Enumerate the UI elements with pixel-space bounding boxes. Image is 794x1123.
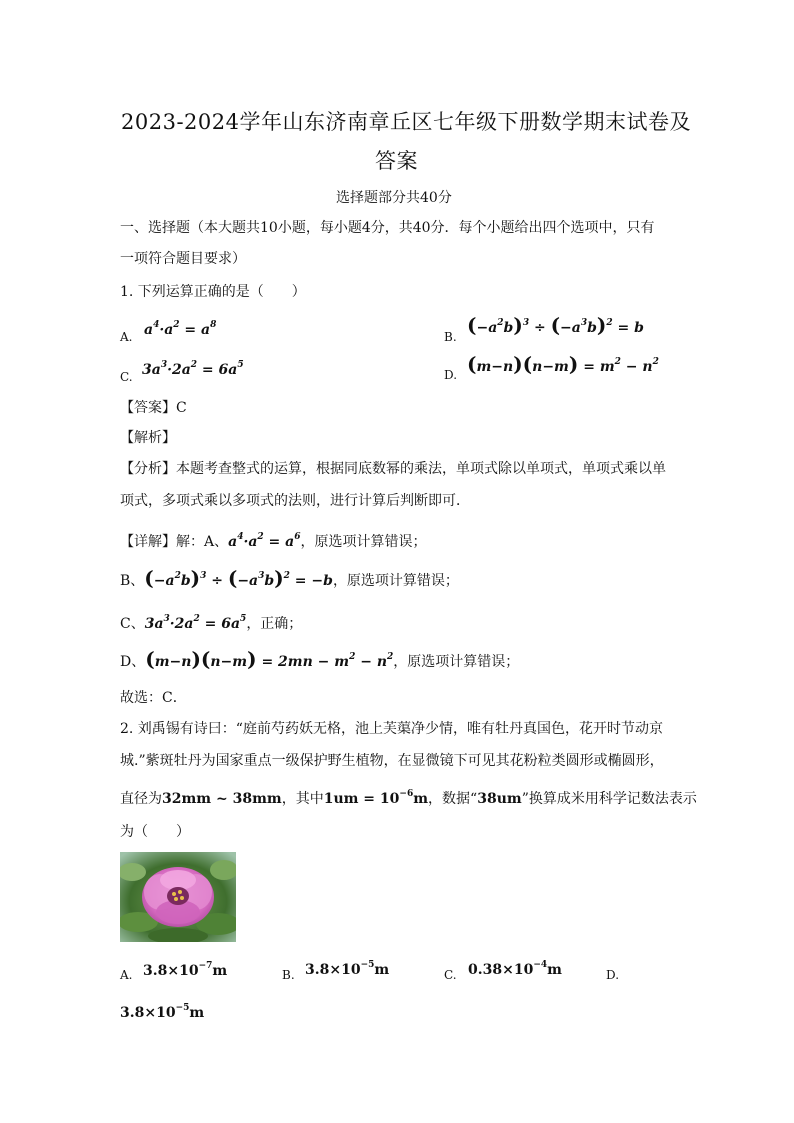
detail-c: C、$3a^3\cdot 2a^2 = 6a^5$，正确； xyxy=(120,614,303,632)
peony-photo xyxy=(120,852,236,942)
option-a-label: A. xyxy=(120,330,133,344)
q2-option-c-value: $0.38\times 10^{-4}m$ xyxy=(468,960,562,978)
q2-option-d-value: $3.8\times 10^{-5}m$ xyxy=(120,1003,205,1021)
question-2-stem-line2: 城.”紫斑牡丹为国家重点一级保护野生植物，在显微镜下可见其花粉粒类圆形或椭圆形， xyxy=(120,753,664,769)
part-instruction: 一、选择题（本大题共10小题，每小题4分，共40分．每个小题给出四个选项中，只有 xyxy=(120,220,655,236)
question-1-stem: 1. 下列运算正确的是（ ） xyxy=(120,284,306,300)
q2-option-a-label: A. xyxy=(120,968,133,982)
option-c-label: C. xyxy=(120,370,133,384)
question-2-stem-line4: 为（ ） xyxy=(120,824,190,840)
peony-illustration xyxy=(120,852,236,942)
q2-option-a-value: $3.8\times 10^{-7}m$ xyxy=(143,961,228,979)
detail-d: D、$(m-n)(n-m) = 2mn - m^2 - n^2$，原选项计算错误； xyxy=(120,647,520,671)
q2-option-b-value: $3.8\times 10^{-5}m$ xyxy=(305,960,390,978)
option-d-label: D. xyxy=(444,368,458,382)
section-heading: 选择题部分共40分 xyxy=(336,190,452,206)
fenxi-text: 【分析】本题考查整式的运算，根据同底数幂的乘法，单项式除以单项式，单项式乘以单 xyxy=(120,461,666,477)
option-b-expression: $(-a^2b)^3 \div (-a^3b)^2 = b$ xyxy=(467,313,644,337)
detail-b: B、$(-a^2b)^3 \div (-a^3b)^2 = -b$，原选项计算错误； xyxy=(120,566,459,590)
q2-option-c-label: C. xyxy=(444,968,457,982)
document-title: 2023-2024学年山东济南章丘区七年级下册数学期末试卷及 xyxy=(121,110,691,134)
answer-line: 【答案】C xyxy=(120,400,187,416)
option-a-expression: $a^4\cdot a^2 = a^8$ xyxy=(144,320,217,338)
option-d-expression: $(m-n)(n-m) = m^2 - n^2$ xyxy=(467,352,659,376)
document-title-continued: 答案 xyxy=(375,149,418,173)
part-instruction-continued: 一项符合题目要求） xyxy=(120,251,246,267)
analysis-heading: 【解析】 xyxy=(120,430,176,446)
question-2-stem: 2. 刘禹锡有诗曰：“庭前芍药妖无格，池上芙蕖净少情，唯有牡丹真国色，花开时节动京 xyxy=(120,721,663,737)
question-2-stem-line3: 直径为32mm ~ 38mm，其中$1um = 10^{-6}m$，数据“38um”换算成米用科学记数法表示 xyxy=(120,789,697,807)
q2-option-d-label: D. xyxy=(606,968,620,982)
fenxi-text-continued: 项式，多项式乘以多项式的法则，进行计算后判断即可． xyxy=(120,493,470,509)
q2-option-b-label: B. xyxy=(282,968,295,982)
option-c-expression: $3a^3\cdot 2a^2 = 6a^5$ xyxy=(142,360,244,378)
conclusion: 故选：C． xyxy=(120,690,187,706)
option-b-label: B. xyxy=(444,330,457,344)
detail-a: 【详解】解：A、$a^4\cdot a^2 = a^6$，原选项计算错误； xyxy=(120,532,427,550)
